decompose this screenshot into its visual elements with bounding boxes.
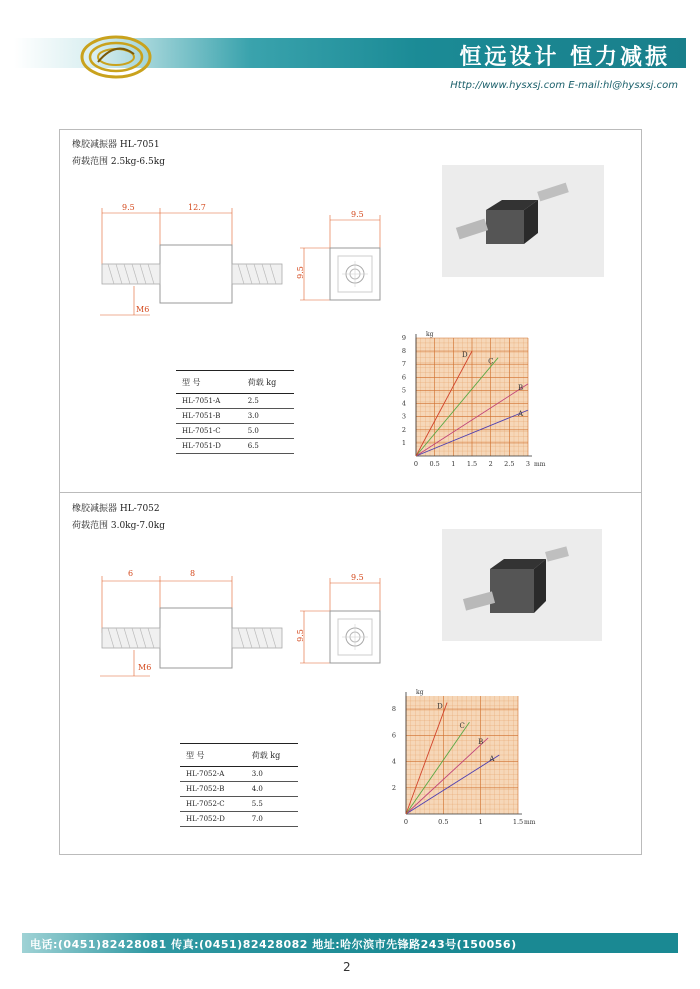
- top-drawing: [290, 573, 390, 673]
- dim-b: 8: [190, 569, 196, 578]
- thread-label: M6: [138, 663, 152, 672]
- company-logo: [78, 32, 154, 82]
- table-row: HL-7051-D 6.5: [176, 439, 294, 454]
- x-axis-label: mm: [524, 819, 536, 826]
- load-range: 荷载范围 3.0kg-7.0kg: [72, 521, 165, 531]
- load-range: 荷载范围 2.5kg-6.5kg: [72, 157, 165, 167]
- y-tick-label: 6: [401, 373, 406, 382]
- dim-c: 9.5: [351, 573, 364, 582]
- col-model: 型 号: [176, 371, 242, 394]
- load-deflection-chart: [392, 330, 546, 480]
- y-axis-label: kg: [426, 331, 434, 338]
- x-tick-label: 1: [451, 460, 456, 468]
- table-row: HL-7051-C 5.0: [176, 424, 294, 439]
- col-load: 荷载 kg: [242, 371, 294, 394]
- dim-b: 12.7: [188, 203, 206, 212]
- y-tick-label: 3: [401, 412, 406, 421]
- product-title: 橡胶减振器 HL-7052: [72, 504, 160, 514]
- x-tick-label: 2: [488, 460, 493, 468]
- top-drawing: [290, 210, 390, 310]
- thread-label: M6: [136, 305, 150, 314]
- y-axis-label: kg: [416, 689, 424, 696]
- x-tick-label: 1: [478, 818, 483, 826]
- dim-d: 9.5: [295, 266, 305, 279]
- col-model: 型 号: [180, 744, 246, 767]
- series-label-b: B: [518, 383, 524, 392]
- series-label-d: D: [437, 702, 443, 711]
- dim-d: 9.5: [295, 629, 305, 642]
- x-tick-label: 0: [413, 460, 419, 468]
- footer-contact: 电话:(0451)82428081 传真:(0451)82428082 地址:哈尔滨市先锋路243号(150056): [30, 938, 517, 951]
- product-photo: [442, 529, 602, 641]
- table-row: HL-7051-A 2.5: [176, 394, 294, 409]
- header-slogan: 恒远设计 恒力减振: [459, 45, 670, 70]
- table-row: HL-7052-D 7.0: [180, 812, 298, 827]
- y-tick-label: 2: [401, 425, 406, 434]
- spec-table: [176, 370, 294, 454]
- y-tick-label: 1: [401, 438, 406, 447]
- y-tick-label: 4: [401, 399, 406, 408]
- product-photo: [442, 165, 604, 277]
- series-label-c: C: [459, 722, 465, 731]
- x-tick-label: 0.5: [429, 460, 440, 468]
- x-tick-label: 0: [403, 818, 409, 826]
- table-row: HL-7052-A 3.0: [180, 767, 298, 782]
- x-tick-label: 2.5: [504, 460, 515, 468]
- series-label-d: D: [462, 351, 468, 360]
- y-tick-label: 8: [401, 347, 406, 356]
- dim-a: 6: [128, 569, 134, 578]
- header-website: Http://www.hysxsj.com E-mail:hl@hysxsj.com: [450, 80, 678, 91]
- y-tick-label: 8: [391, 705, 396, 714]
- y-tick-label: 2: [391, 783, 396, 792]
- series-label-a: A: [489, 755, 495, 763]
- dim-c: 9.5: [351, 210, 364, 219]
- x-tick-label: 1.5: [512, 818, 524, 826]
- table-row: HL-7052-B 4.0: [180, 782, 298, 797]
- spec-table: [180, 743, 298, 827]
- col-load: 荷载 kg: [246, 744, 298, 767]
- y-tick-label: 9: [401, 334, 406, 342]
- product-title: 橡胶减振器 HL-7051: [72, 140, 160, 150]
- table-row: HL-7051-B 3.0: [176, 409, 294, 424]
- series-label-b: B: [478, 737, 484, 746]
- x-tick-label: 3: [525, 460, 531, 468]
- product-panel-7051: [59, 129, 642, 493]
- table-row: HL-7052-C 5.5: [180, 797, 298, 812]
- page-number: 2: [343, 960, 351, 974]
- x-tick-label: 1.5: [466, 460, 478, 468]
- y-tick-label: 4: [391, 757, 396, 766]
- product-panel-7052: [59, 492, 642, 855]
- load-deflection-chart: [382, 688, 536, 838]
- x-axis-label: mm: [534, 461, 546, 468]
- x-tick-label: 0.5: [438, 818, 449, 826]
- y-tick-label: 7: [401, 360, 406, 369]
- dim-a: 9.5: [122, 203, 135, 212]
- y-tick-label: 5: [401, 386, 406, 395]
- series-label-a: A: [518, 410, 524, 419]
- y-tick-label: 6: [391, 731, 396, 740]
- series-label-c: C: [488, 357, 494, 366]
